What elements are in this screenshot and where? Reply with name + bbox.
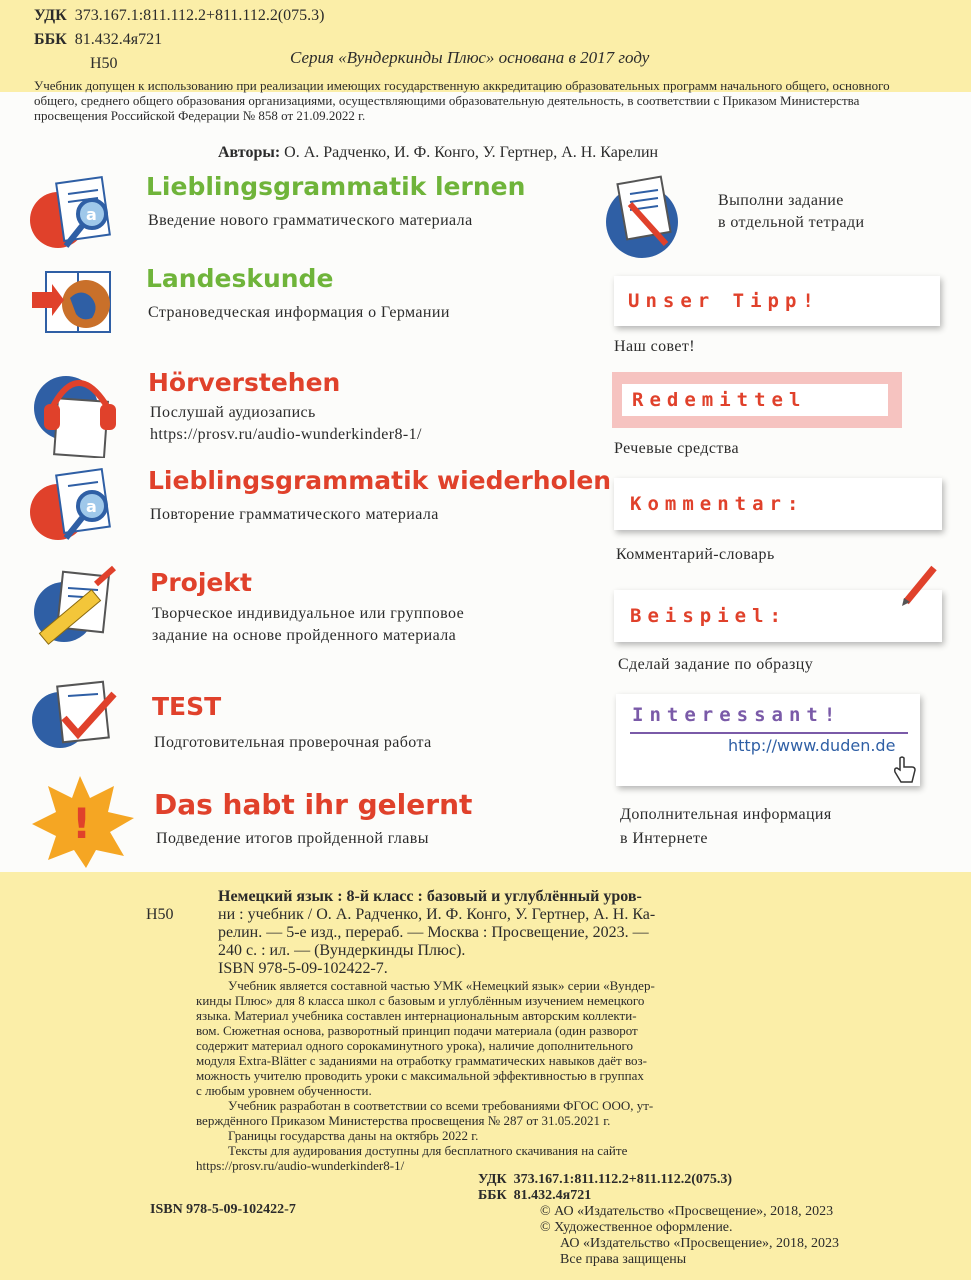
para2-line-3: Границы государства даны на октябрь 2022 г.	[228, 1128, 479, 1143]
tipp-caption: Наш совет!	[614, 338, 695, 355]
notebook-desc-1: Выполни задание	[718, 192, 844, 209]
globe-book-icon	[30, 264, 130, 344]
imprint-bbk-label: ББК	[478, 1188, 507, 1203]
para2-line-2: верждённого Приказом Министерства просвещения № 287 от 31.05.2021 г.	[196, 1113, 611, 1128]
hand-cursor-icon	[892, 756, 918, 784]
kommentar-label: Kommentar:	[630, 493, 805, 515]
imprint-udk	[478, 1172, 732, 1187]
copyright-1: © АО «Издательство «Просвещение», 2018, 2023	[540, 1204, 834, 1219]
grammar-repeat-icon	[30, 466, 130, 550]
interessant-caption-1: Дополнительная информация	[620, 806, 832, 823]
legend-desc-summary: Подведение итогов пройденной главы	[156, 830, 429, 847]
project-ruler-icon	[30, 560, 130, 656]
legend-desc-landeskunde: Страноведческая информация о Германии	[148, 304, 450, 321]
kommentar-caption: Комментарий-словарь	[616, 546, 775, 563]
beispiel-caption: Сделай задание по образцу	[618, 656, 814, 673]
bbk-value: 81.432.4я721	[74, 31, 163, 48]
para1-line-1: Учебник является составной частью УМК «Немецкий язык» серии «Вундер-	[228, 978, 655, 993]
imprint-udk-label: УДК	[478, 1172, 507, 1187]
duden-link[interactable]: http://www.duden.de	[728, 736, 896, 755]
notebook-pen-icon	[600, 174, 700, 264]
para2-line-4: Тексты для аудирования доступны для бесплатного скачивания на сайте	[228, 1143, 628, 1158]
biblio-line-3: релин. — 5-е изд., перераб. — Москва : Просвещение, 2023. —	[218, 924, 649, 941]
legend-title-test: TEST	[152, 692, 222, 721]
redemittel-caption: Речевые средства	[614, 440, 740, 457]
para1-line-8: с любым уровнем обученности.	[196, 1083, 372, 1098]
para1-line-5: содержит материал одного сорокаминутного урока), наличие дополнительного	[196, 1038, 634, 1053]
para1-line-2: кинды Плюс» для 8 класса школ с базовым и углублённым изучением немецкого	[196, 993, 645, 1008]
udk-value: 373.167.1:811.112.2+811.112.2(075.3)	[74, 7, 325, 24]
legend-title-landeskunde: Landeskunde	[146, 264, 334, 293]
pencil-icon	[896, 562, 942, 608]
tipp-box	[614, 276, 940, 326]
legend-desc-projekt-2: задание на основе пройденного материала	[152, 627, 457, 644]
bbk-line	[34, 30, 162, 50]
para1-line-6: модуля Extra-Blätter с заданиями на отработку грамматических навыков даёт воз-	[196, 1053, 647, 1068]
biblio-code: Н50	[146, 906, 174, 923]
legend-title-grammar-repeat: Lieblingsgrammatik wiederholen	[148, 466, 612, 495]
authors-label: Авторы:	[218, 144, 281, 161]
biblio-line-1-text: Немецкий язык : 8-й класс : базовый и углублённый уров-	[218, 888, 642, 905]
udk-line	[34, 6, 324, 26]
imprint-isbn: ISBN 978-5-09-102422-7	[150, 1202, 296, 1217]
legend-desc-hoerverstehen: Послушай аудиозапись	[150, 404, 316, 421]
biblio-isbn-line: ISBN 978-5-09-102422-7.	[218, 960, 388, 977]
svg-text:a: a	[86, 205, 97, 224]
biblio-line-2: ни : учебник / О. А. Радченко, И. Ф. Конго, У. Гертнер, А. Н. Ка-	[218, 906, 656, 923]
test-checkmark-icon	[30, 676, 130, 764]
redemittel-label: Redemittel	[632, 389, 807, 411]
tipp-label: Unser Tipp!	[628, 290, 820, 312]
notebook-desc-2: в отдельной тетради	[718, 214, 865, 231]
interessant-caption-2: в Интернете	[620, 830, 708, 847]
beispiel-box	[614, 590, 942, 642]
grammar-learn-icon	[30, 174, 130, 258]
headphones-icon	[30, 362, 130, 458]
legend-title-grammar-learn: Lieblingsgrammatik lernen	[146, 172, 526, 201]
para2-line-1: Учебник разработан в соответствии со всеми требованиями ФГОС ООО, ут-	[228, 1098, 654, 1113]
biblio-line-4: 240 с. : ил. — (Вундеркинды Плюс).	[218, 942, 466, 959]
legend-desc-projekt-1: Творческое индивидуальное или групповое	[152, 605, 465, 622]
imprint-bbk-value: 81.432.4я721	[513, 1188, 592, 1203]
legend-desc-grammar-learn: Введение нового грамматического материала	[148, 212, 473, 229]
beispiel-label: Beispiel:	[630, 605, 787, 627]
kommentar-box	[614, 478, 942, 530]
interessant-divider	[630, 732, 908, 734]
legend-desc-grammar-repeat: Повторение грамматического материала	[150, 506, 439, 523]
legend-title-projekt: Projekt	[150, 568, 252, 597]
legend-title-hoerverstehen: Hörverstehen	[148, 368, 341, 397]
redemittel-box	[622, 384, 888, 416]
authors-names: О. А. Радченко, И. Ф. Конго, У. Гертнер, А. Н. Карелин	[284, 144, 659, 161]
exclamation-splash-icon	[30, 770, 140, 870]
imprint-bbk	[478, 1188, 591, 1203]
para1-line-7: можность учителю проводить уроки с максимальной эффективностью в группах	[196, 1068, 644, 1083]
para1-line-4: вом. Сюжетная основа, разворотный принцип подачи материала (один разворот	[196, 1023, 638, 1038]
udk-label: УДК	[34, 7, 67, 24]
svg-text:!: !	[72, 799, 92, 848]
svg-text:a: a	[86, 497, 97, 516]
biblio-line-1	[218, 888, 642, 906]
para2-link[interactable]: https://prosv.ru/audio-wunderkinder8-1/	[196, 1158, 405, 1173]
copyright-4: Все права защищены	[560, 1252, 687, 1267]
imprint-udk-value: 373.167.1:811.112.2+811.112.2(075.3)	[513, 1172, 733, 1187]
catalog-code: Н50	[90, 55, 118, 72]
interessant-label: Interessant!	[632, 704, 842, 726]
bbk-label: ББК	[34, 31, 67, 48]
legend-title-summary: Das habt ihr gelernt	[154, 788, 473, 821]
audio-link[interactable]: https://prosv.ru/audio-wunderkinder8-1/	[150, 426, 422, 443]
approval-notice: Учебник допущен к использованию при реализации имеющих государственную аккредитацию образовательных программ начального общего, основного общего, среднего общего образования организациями, осуществляющими образовательную деятельность, в соответствии с Приказом Министерства просвещения Российской Федерации № 858 от 21.09.2022 г.	[34, 78, 890, 123]
interessant-box	[616, 694, 920, 786]
copyright-2: © Художественное оформление.	[540, 1220, 733, 1235]
para1-line-3: языка. Материал учебника составлен интернациональным авторским коллекти-	[196, 1008, 637, 1023]
authors-line	[218, 144, 658, 162]
legend-desc-test: Подготовительная проверочная работа	[154, 734, 432, 751]
copyright-3: АО «Издательство «Просвещение», 2018, 2023	[560, 1236, 840, 1251]
series-note: Серия «Вундеркинды Плюс» основана в 2017 году	[290, 48, 650, 67]
